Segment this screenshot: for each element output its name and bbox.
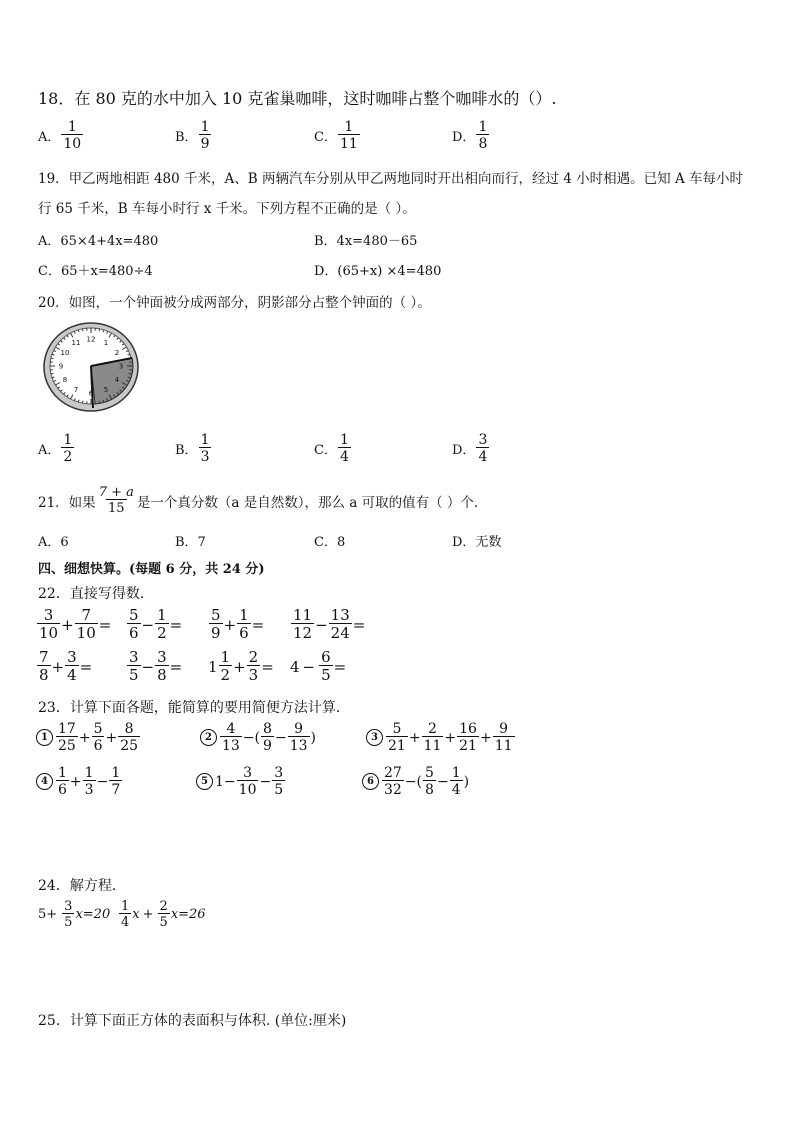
option-label: D． [452, 443, 476, 458]
q23-expr-1: 1 $\frac{17}{25}$ + $\frac{5}{6}$ + $\frac{8}{25}$ [36, 722, 141, 753]
q23-expr-6: 6 $\frac{27}{32}$ −( $\frac{5}{8}$ − $\frac{1}{4}$ ) [362, 766, 469, 797]
clock-number: 1 [103, 339, 109, 348]
q22-item-5: $\frac{7}{8}$ + $\frac{3}{4}$ = [39, 648, 93, 684]
option-label: B． [175, 130, 198, 145]
q18-option-c[interactable] [314, 120, 361, 151]
q21-suffix: 是一个真分数（a 是自然数），那么 a 可取的值有（ ）个. [136, 494, 479, 511]
q19-line2: 行 65 千米，B 车每小时行 x 千米。下列方程不正确的是（ ）。 [38, 201, 416, 217]
clock-tick [129, 373, 131, 374]
q21-option-d[interactable]: D．无数 [452, 535, 502, 550]
q25-title: 25．计算下面正方体的表面积与体积. (单位:厘米) [38, 1013, 347, 1029]
q22-item-3: $\frac{5}{9}$ + $\frac{1}{6}$ = [211, 606, 265, 642]
q23-expr-4: 4 $\frac{1}{6}$ + $\frac{1}{3}$ − $\frac{1}{7}$ [36, 766, 123, 797]
fraction: $\frac{1}{10}$ [63, 119, 82, 152]
clock-number: 6 [88, 389, 94, 398]
q22-item-7: 1 $\frac{1}{2}$ + $\frac{2}{3}$ = [208, 648, 274, 684]
circled-number: 6 [362, 773, 379, 790]
clock-number: 11 [71, 339, 81, 348]
q18-text: 18．在 80 克的水中加入 10 克雀巢咖啡，这时咖啡占整个咖啡水的（）. [38, 89, 557, 108]
clock-tick [51, 358, 53, 359]
q19-line1: 19．甲乙两地相距 480 千米，A、B 两辆汽车分别从甲乙两地同时开出相向而行，经过 4 小时相遇。已知 A 车每小时 [38, 171, 743, 187]
clock-number: 3 [118, 362, 124, 371]
q20-option-a[interactable] [38, 433, 75, 464]
option-label: C． [314, 443, 337, 458]
clock-number: 9 [58, 362, 64, 371]
q23-expr-5: 5 1 − $\frac{3}{10}$ − $\frac{3}{5}$ [196, 766, 286, 797]
q21-text [38, 486, 478, 515]
q19-option-c[interactable]: C．65＋x=480÷4 [38, 264, 153, 279]
q22-item-2: $\frac{5}{6}$ − $\frac{1}{2}$ = [129, 606, 183, 642]
clock-number: 8 [62, 376, 68, 384]
fraction: $\frac{1}{11}$ [339, 119, 358, 152]
fraction: $\frac{1}{2}$ [63, 432, 73, 465]
clock-tick [99, 329, 100, 331]
fraction: $\frac{3}{4}$ [478, 432, 488, 465]
option-label: C． [314, 130, 337, 145]
clock-number: 2 [114, 349, 120, 357]
clock-number: 7 [73, 385, 79, 394]
q22-item-8: 4 − $\frac{6}{5}$ = [290, 648, 347, 684]
circled-number: 3 [366, 729, 383, 746]
q21-option-a[interactable]: A．6 [38, 535, 69, 550]
fraction: $\frac{7 + a}{15}$ [98, 485, 134, 516]
q20-option-d[interactable] [452, 433, 490, 464]
clock-number: 4 [114, 376, 120, 384]
clock-tick [82, 329, 83, 331]
clock-tick [82, 401, 83, 403]
circled-number: 2 [200, 729, 217, 746]
q22-item-4: $\frac{11}{12}$ − $\frac{13}{24}$ = [293, 606, 366, 642]
circled-number: 4 [36, 773, 53, 790]
q22-item-6: $\frac{3}{5}$ − $\frac{3}{8}$ = [129, 648, 183, 684]
fraction: $\frac{1}{3}$ [200, 432, 210, 465]
clock-tick [99, 401, 100, 403]
fraction: $\frac{1}{4}$ [339, 432, 349, 465]
q21-option-c[interactable]: C．8 [314, 535, 346, 550]
q19-option-d[interactable]: D．(65+x) ×4=480 [314, 264, 442, 279]
option-label: B． [175, 443, 198, 458]
q18-option-b[interactable] [175, 120, 212, 151]
q18-option-a[interactable] [38, 120, 84, 151]
q22-title: 22．直接写得数. [38, 586, 145, 602]
q19-option-a[interactable]: A．65×4+4x=480 [38, 234, 159, 249]
q21-option-b[interactable]: B．7 [175, 535, 206, 550]
fraction: $\frac{1}{8}$ [478, 119, 488, 152]
q22-item-1: $\frac{3}{10}$ + $\frac{7}{10}$ = [39, 606, 112, 642]
q20-text: 20．如图，一个钟面被分成两部分，阴影部分占整个钟面的（ ）。 [38, 295, 431, 311]
clock-number: 10 [60, 349, 70, 357]
option-label: A． [38, 130, 61, 145]
clock-tick [51, 373, 53, 374]
section-title: 四、细想快算。(每题 6 分，共 24 分) [38, 562, 265, 577]
option-label: D． [452, 130, 476, 145]
circled-number: 5 [196, 773, 213, 790]
q23-title: 23．计算下面各题，能简算的要用简便方法计算. [38, 700, 341, 716]
option-label: A． [38, 443, 61, 458]
q24-equation-2: $\frac{1}{4}$ x + $\frac{2}{5}$ x=26 [121, 899, 206, 930]
q23-expr-3: 3 $\frac{5}{21}$ + $\frac{2}{11}$ + $\frac{16}{21}$ + $\frac{9}{11}$ [366, 722, 516, 753]
q19-option-b[interactable]: B．4x=480－65 [314, 234, 418, 249]
q23-expr-2: 2 $\frac{4}{13}$ −( $\frac{8}{9}$ − $\frac{9}{13}$ ) [200, 722, 316, 753]
clock-number: 12 [86, 335, 96, 344]
fraction: $\frac{1}{9}$ [200, 119, 210, 152]
q24-title: 24．解方程. [38, 878, 117, 894]
q20-option-b[interactable] [175, 433, 212, 464]
q24-equation-1: 5+ $\frac{3}{5}$ x=20 [38, 899, 111, 930]
q20-option-c[interactable] [314, 433, 352, 464]
clock-figure [42, 320, 142, 412]
circled-number: 1 [36, 729, 53, 746]
q18-option-d[interactable] [452, 120, 490, 151]
q21-prefix: 21．如果 [38, 494, 96, 511]
clock-number: 5 [103, 385, 109, 394]
